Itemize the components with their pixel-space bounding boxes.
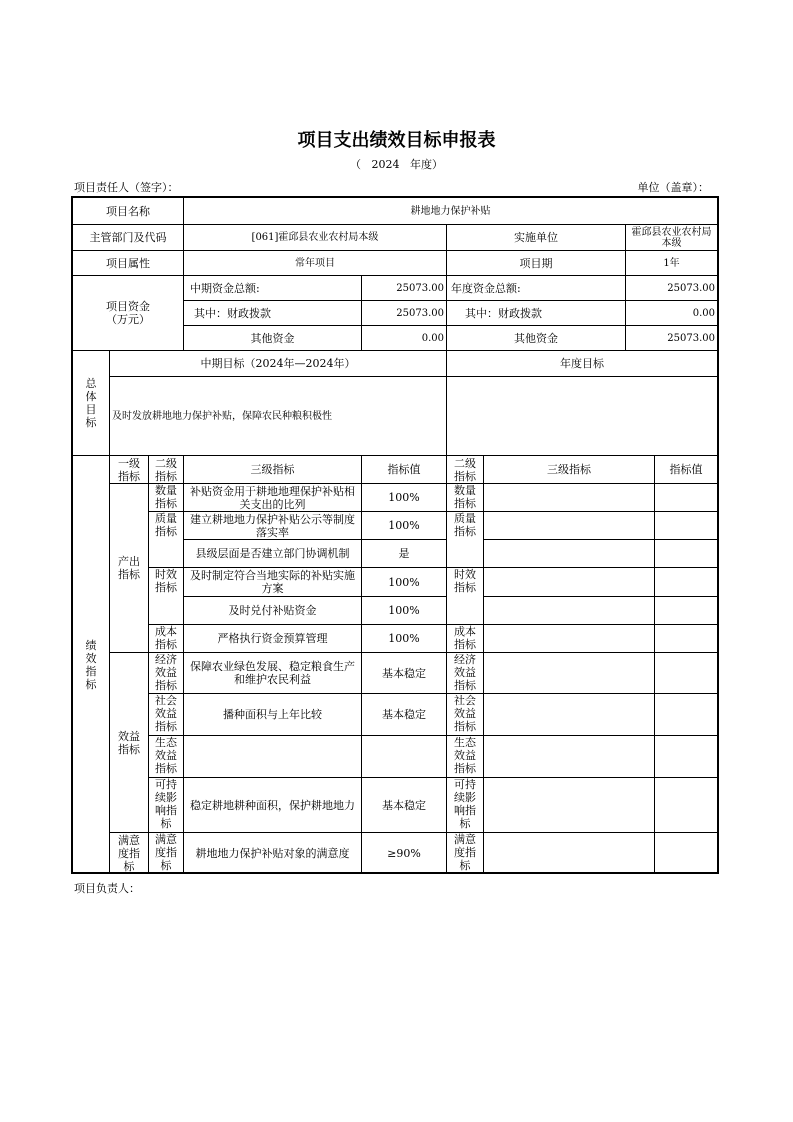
overall-goal-label: 总体目标 bbox=[72, 350, 110, 456]
project-name-value: 耕地地力保护补贴 bbox=[183, 197, 718, 225]
mid-fiscal-value: 25073.00 bbox=[361, 300, 447, 326]
level3-indicator: 县级层面是否建立部门协调机制 bbox=[183, 539, 362, 568]
level3-indicator: 补贴资金用于耕地地理保护补贴相关支出的比列 bbox=[183, 483, 362, 512]
indicator-value bbox=[361, 735, 447, 778]
indicator-value: 基本稳定 bbox=[361, 777, 447, 833]
year-total-label: 年度资金总额: bbox=[446, 275, 626, 301]
mid-other-label: 其他资金 bbox=[183, 325, 362, 351]
year-total-value: 25073.00 bbox=[625, 275, 718, 301]
fund-label: 项目资金 （万元） bbox=[72, 275, 184, 351]
indicator-value-right bbox=[654, 777, 718, 833]
level3-indicator-right bbox=[483, 511, 655, 540]
indicator-value-right bbox=[654, 511, 718, 540]
indicator-value: 基本稳定 bbox=[361, 693, 447, 736]
level2-right-social: 社会效益指标 bbox=[446, 693, 484, 736]
indicator-value: 基本稳定 bbox=[361, 652, 447, 694]
level3-indicator: 耕地地力保护补贴对象的满意度 bbox=[183, 832, 362, 874]
level2-timeliness: 时效指标 bbox=[148, 567, 184, 625]
level2-sustainable: 可持续影响指标 bbox=[148, 777, 184, 833]
level3-indicator bbox=[183, 735, 362, 778]
level2-cost: 成本指标 bbox=[148, 624, 184, 653]
level3-indicator-right bbox=[483, 624, 655, 653]
header-level2-right: 二级指标 bbox=[446, 455, 484, 484]
level3-indicator: 稳定耕地耕种面积，保护耕地地力 bbox=[183, 777, 362, 833]
attr-label: 项目属性 bbox=[72, 250, 184, 276]
year-goal-header: 年度目标 bbox=[446, 350, 718, 377]
level2-satisfaction: 满意度指标 bbox=[148, 832, 184, 874]
attr-value: 常年项目 bbox=[183, 250, 447, 276]
indicator-value-right bbox=[654, 652, 718, 694]
indicator-value-right bbox=[654, 483, 718, 512]
indicator-value-right bbox=[654, 596, 718, 625]
impl-label: 实施单位 bbox=[446, 224, 626, 251]
indicator-value-right bbox=[654, 624, 718, 653]
level3-indicator-right bbox=[483, 652, 655, 694]
level3-indicator: 及时制定符合当地实际的补贴实施方案 bbox=[183, 567, 362, 597]
mid-other-value: 0.00 bbox=[361, 325, 447, 351]
dept-value: [061]霍邱县农业农村局本级 bbox=[183, 224, 447, 251]
level3-indicator-right bbox=[483, 596, 655, 625]
level3-indicator-right bbox=[483, 483, 655, 512]
level3-indicator-right bbox=[483, 777, 655, 833]
level2-right-economic: 经济效益指标 bbox=[446, 652, 484, 694]
year-fiscal-value: 0.00 bbox=[625, 300, 718, 326]
header-level2: 二级指标 bbox=[148, 455, 184, 484]
year-fiscal-label: 其中：财政拨款 bbox=[446, 300, 626, 326]
level2-social: 社会效益指标 bbox=[148, 693, 184, 736]
output-indicators-label: 产出指标 bbox=[109, 483, 149, 653]
level3-indicator-right bbox=[483, 539, 655, 568]
level3-indicator: 播种面积与上年比较 bbox=[183, 693, 362, 736]
level3-indicator: 严格执行资金预算管理 bbox=[183, 624, 362, 653]
performance-indicators-label: 绩效指标 bbox=[72, 455, 110, 874]
year-line: （ 2024 年度） bbox=[350, 158, 443, 171]
level2-right-ecological: 生态效益指标 bbox=[446, 735, 484, 778]
level2-right-quality: 质量指标 bbox=[446, 511, 484, 568]
level2-ecological: 生态效益指标 bbox=[148, 735, 184, 778]
header-level1: 一级指标 bbox=[109, 455, 149, 484]
header-level3-right: 三级指标 bbox=[483, 455, 655, 484]
level2-right-quantity: 数量指标 bbox=[446, 483, 484, 512]
level3-indicator: 建立耕地地力保护补贴公示等制度落实率 bbox=[183, 511, 362, 540]
indicator-value-right bbox=[654, 539, 718, 568]
level2-right-timeliness: 时效指标 bbox=[446, 567, 484, 625]
unit-label: 单位（盖章）： bbox=[637, 181, 709, 194]
indicator-value-right bbox=[654, 567, 718, 597]
mid-fiscal-label: 其中：财政拨款 bbox=[183, 300, 362, 326]
level2-economic: 经济效益指标 bbox=[148, 652, 184, 694]
indicator-value: 100% bbox=[361, 624, 447, 653]
level2-right-sustainable: 可持续影响指标 bbox=[446, 777, 484, 833]
signer-label: 项目责任人（签字）： bbox=[74, 181, 179, 194]
indicator-value: 是 bbox=[361, 539, 447, 568]
header-level3: 三级指标 bbox=[183, 455, 362, 484]
year-other-label: 其他资金 bbox=[446, 325, 626, 351]
level2-right-satisfaction: 满意度指标 bbox=[446, 832, 484, 874]
level3-indicator-right bbox=[483, 693, 655, 736]
indicator-value-right bbox=[654, 735, 718, 778]
indicator-value: 100% bbox=[361, 483, 447, 512]
level3-indicator: 保障农业绿色发展、稳定粮食生产和维护农民利益 bbox=[183, 652, 362, 694]
mid-goal-header: 中期目标（2024年—2024年） bbox=[109, 350, 447, 377]
header-value: 指标值 bbox=[361, 455, 447, 484]
indicator-value: ≥90% bbox=[361, 832, 447, 874]
project-name-label: 项目名称 bbox=[72, 197, 184, 225]
satisfaction-level1-label: 满意度指标 bbox=[109, 832, 149, 874]
indicator-value-right bbox=[654, 832, 718, 874]
mid-total-label: 中期资金总额: bbox=[183, 275, 362, 301]
level3-indicator-right bbox=[483, 567, 655, 597]
period-label: 项目期 bbox=[446, 250, 626, 276]
indicator-value: 100% bbox=[361, 567, 447, 597]
impl-value: 霍邱县农业农村局本级 bbox=[625, 224, 718, 251]
page-title: 项目支出绩效目标申报表 bbox=[297, 130, 496, 151]
level2-quantity: 数量指标 bbox=[148, 483, 184, 512]
year-other-value: 25073.00 bbox=[625, 325, 718, 351]
level2-quality: 质量指标 bbox=[148, 511, 184, 568]
indicator-value-right bbox=[654, 693, 718, 736]
level3-indicator-right bbox=[483, 735, 655, 778]
benefit-indicators-label: 效益指标 bbox=[109, 652, 149, 833]
header-value-right: 指标值 bbox=[654, 455, 718, 484]
level3-indicator-right bbox=[483, 832, 655, 874]
level2-right-cost: 成本指标 bbox=[446, 624, 484, 653]
level3-indicator: 及时兑付补贴资金 bbox=[183, 596, 362, 625]
period-value: 1年 bbox=[625, 250, 718, 276]
mid-goal-text: 及时发放耕地地力保护补贴，保障农民种粮积极性 bbox=[109, 376, 447, 456]
dept-label: 主管部门及代码 bbox=[72, 224, 184, 251]
indicator-value: 100% bbox=[361, 511, 447, 540]
indicator-value: 100% bbox=[361, 596, 447, 625]
year-goal-text bbox=[446, 376, 718, 456]
footer-label: 项目负责人： bbox=[74, 882, 140, 895]
mid-total-value: 25073.00 bbox=[361, 275, 447, 301]
